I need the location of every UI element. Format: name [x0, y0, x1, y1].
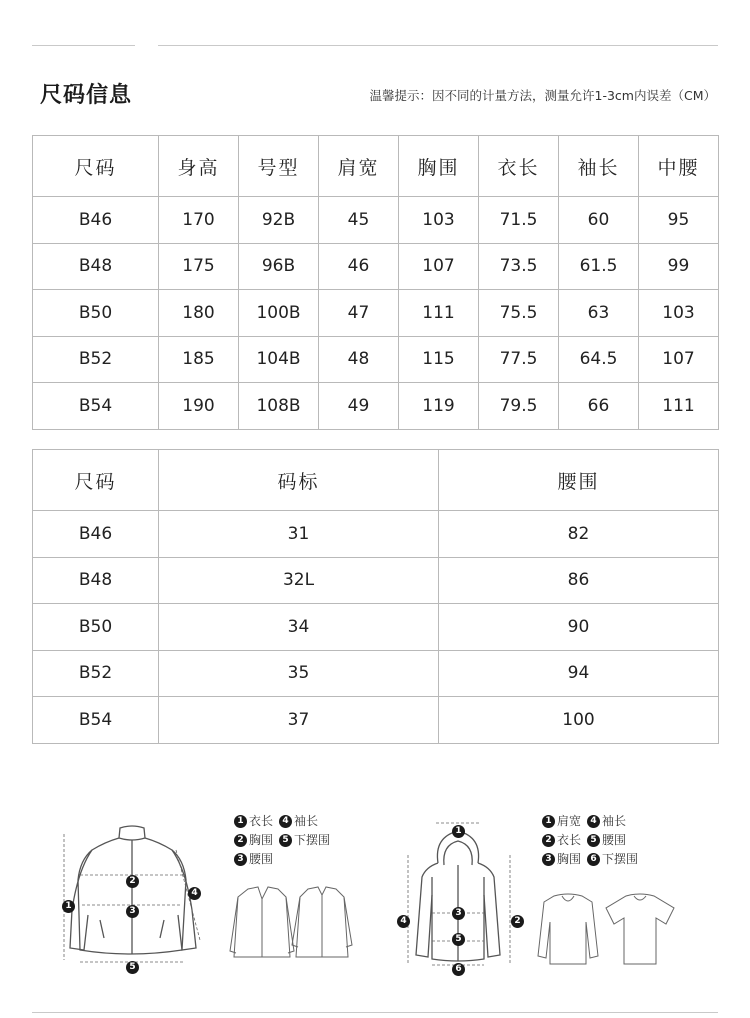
jacket-marker-4: 4 [188, 880, 201, 900]
table-cell: B48 [33, 243, 159, 290]
table-cell: 96B [239, 243, 319, 290]
measurement-tip: 温馨提示：因不同的计量方法，测量允许1-3cm内误差（CM） [369, 88, 716, 103]
table-row [33, 511, 719, 558]
bottom-divider [32, 1012, 718, 1013]
jacket-marker-5: 5 [126, 954, 139, 974]
legend-left [234, 812, 330, 869]
table-row [33, 650, 719, 697]
legend-item: 2 胸围 [234, 831, 273, 850]
table-cell: 47 [319, 290, 399, 337]
table-row [33, 697, 719, 744]
table-cell: 71.5 [479, 197, 559, 244]
table-row [33, 557, 719, 604]
table-cell: 64.5 [559, 336, 639, 383]
hoodie-marker-4: 4 [397, 908, 410, 928]
table-row [33, 383, 719, 430]
table-row [33, 336, 719, 383]
table-cell: 35 [159, 650, 439, 697]
table-cell: 170 [159, 197, 239, 244]
table-cell: 107 [399, 243, 479, 290]
column-header: 尺码 [33, 136, 159, 197]
table-cell: 95 [639, 197, 719, 244]
hoodie-marker-5: 5 [452, 926, 465, 946]
table-cell: 86 [439, 557, 719, 604]
table-cell: B52 [33, 336, 159, 383]
table-cell: 107 [639, 336, 719, 383]
table-header-row [33, 136, 719, 197]
table-cell: 115 [399, 336, 479, 383]
table-cell: 190 [159, 383, 239, 430]
legend-item: 3 腰围 [234, 850, 273, 869]
table-cell: 99 [639, 243, 719, 290]
table-cell: 31 [159, 511, 439, 558]
table-cell: 180 [159, 290, 239, 337]
column-header: 胸围 [399, 136, 479, 197]
table-cell: 63 [559, 290, 639, 337]
column-header: 衣长 [479, 136, 559, 197]
legend-item: 4 袖长 [587, 812, 626, 831]
table-header-row [33, 450, 719, 511]
legend-item: 5 下摆围 [279, 831, 330, 850]
legend-item: 1 肩宽 [542, 812, 581, 831]
hoodie-marker-3: 3 [452, 900, 465, 920]
table-cell: 32L [159, 557, 439, 604]
blazer-shirt-icons [226, 885, 366, 965]
size-table-waist [32, 449, 719, 744]
column-header: 号型 [239, 136, 319, 197]
table-cell: B48 [33, 557, 159, 604]
legend-item: 6 下摆围 [587, 850, 638, 869]
table-cell: 94 [439, 650, 719, 697]
table-cell: 90 [439, 604, 719, 651]
top-divider-right [158, 45, 718, 46]
table-cell: 175 [159, 243, 239, 290]
table-cell: B50 [33, 290, 159, 337]
hoodie-marker-2: 2 [511, 908, 524, 928]
table-cell: 49 [319, 383, 399, 430]
legend-item: 5 腰围 [587, 831, 626, 850]
sweater-tshirt-icons [534, 890, 684, 970]
table-cell: 73.5 [479, 243, 559, 290]
table-cell: 119 [399, 383, 479, 430]
table-cell: 103 [399, 197, 479, 244]
table-cell: 79.5 [479, 383, 559, 430]
table-cell: 92B [239, 197, 319, 244]
table-cell: 185 [159, 336, 239, 383]
table-cell: 75.5 [479, 290, 559, 337]
table-row [33, 243, 719, 290]
table-cell: B46 [33, 197, 159, 244]
legend-item: 3 胸围 [542, 850, 581, 869]
column-header: 袖长 [559, 136, 639, 197]
table-cell: 46 [319, 243, 399, 290]
table-row [33, 604, 719, 651]
measurement-guide [0, 790, 750, 990]
table-cell: 48 [319, 336, 399, 383]
column-header: 码标 [159, 450, 439, 511]
table-cell: 108B [239, 383, 319, 430]
table-cell: B54 [33, 697, 159, 744]
table-cell: 60 [559, 197, 639, 244]
hoodie-marker-1: 1 [452, 818, 465, 838]
column-header: 尺码 [33, 450, 159, 511]
hoodie-marker-6: 6 [452, 956, 465, 976]
table-cell: 82 [439, 511, 719, 558]
table-cell: 103 [639, 290, 719, 337]
table-cell: 61.5 [559, 243, 639, 290]
legend-item: 2 衣长 [542, 831, 581, 850]
jacket-marker-2: 2 [126, 868, 139, 888]
jacket-marker-3: 3 [126, 898, 139, 918]
table-cell: 45 [319, 197, 399, 244]
table-cell: B52 [33, 650, 159, 697]
column-header: 肩宽 [319, 136, 399, 197]
table-cell: 104B [239, 336, 319, 383]
table-row [33, 197, 719, 244]
legend-right [542, 812, 638, 869]
table-cell: 37 [159, 697, 439, 744]
hoodie-measurement-diagram [390, 815, 530, 975]
table-cell: 77.5 [479, 336, 559, 383]
legend-item: 1 衣长 [234, 812, 273, 831]
size-table-tops [32, 135, 719, 430]
table-cell: 66 [559, 383, 639, 430]
table-cell: B50 [33, 604, 159, 651]
column-header: 中腰 [639, 136, 719, 197]
table-row [33, 290, 719, 337]
legend-item: 4 袖长 [279, 812, 318, 831]
column-header: 腰围 [439, 450, 719, 511]
top-divider-left [32, 45, 135, 46]
table-cell: 100B [239, 290, 319, 337]
table-cell: 100 [439, 697, 719, 744]
table-cell: B54 [33, 383, 159, 430]
page-title: 尺码信息 [40, 83, 133, 108]
table-cell: 111 [399, 290, 479, 337]
table-cell: B46 [33, 511, 159, 558]
column-header: 身高 [159, 136, 239, 197]
jacket-marker-1: 1 [62, 893, 75, 913]
table-cell: 34 [159, 604, 439, 651]
table-cell: 111 [639, 383, 719, 430]
